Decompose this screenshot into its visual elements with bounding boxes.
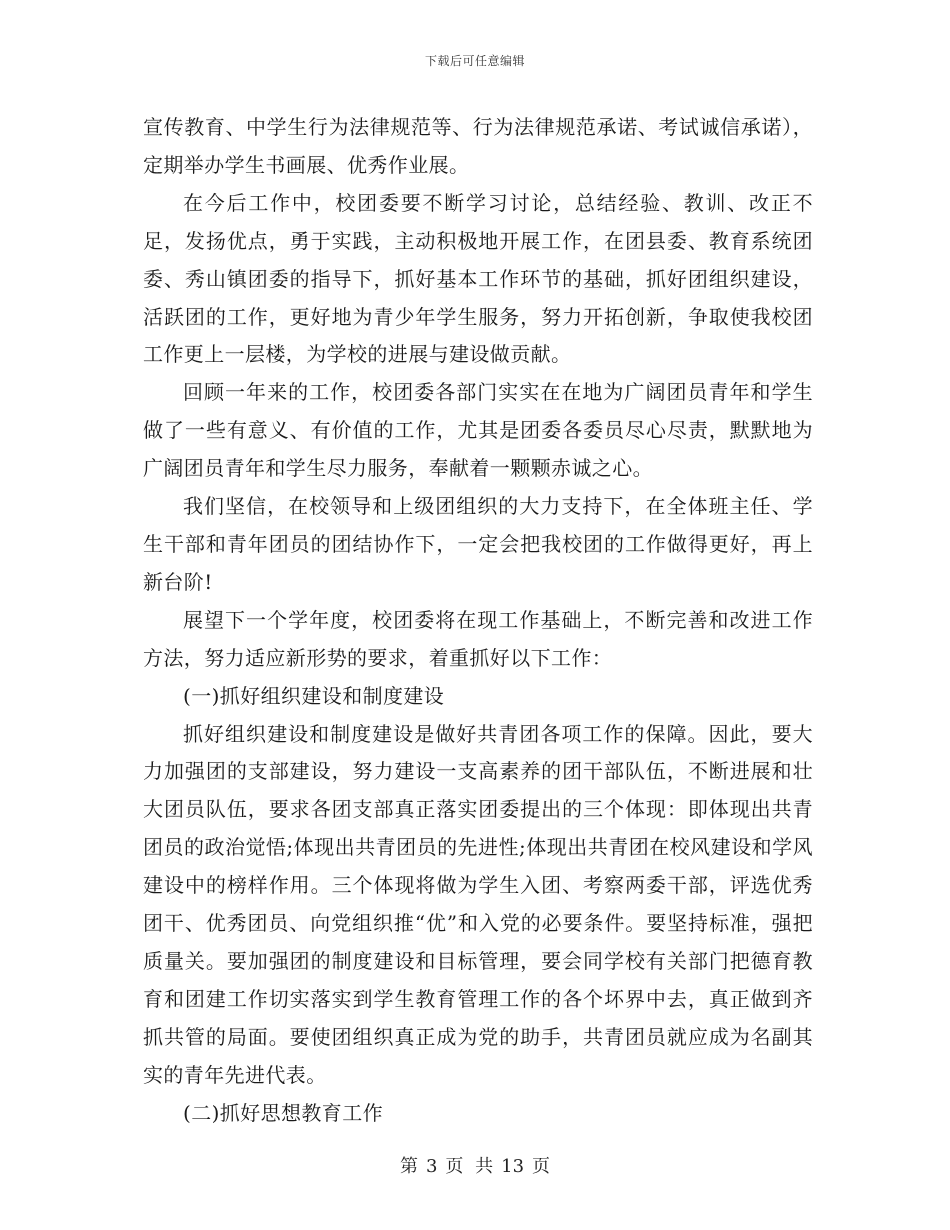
section-heading-2: (二)抓好思想教育工作 xyxy=(183,1100,384,1125)
paragraph-review: 回顾一年来的工作，校团委各部门实实在在地为广阔团员青年和学生做了一些有意义、有价值的工作，尤其是团委各委员尽心尽责，默默地为广阔团员青年和学生尽力服务，奉献着一颗颗赤诚之心。 xyxy=(143,380,813,481)
paragraph-future-work: 在今后工作中，校团委要不断学习讨论，总结经验、教训、改正不足，发扬优点，勇于实践，主动积极地开展工作，在团县委、教育系统团委、秀山镇团委的指导下，抓好基本工作环节的基础，抓好团组织建设，活跃团的工作，更好地为青少年学生服务，努力开拓创新，争取使我校团工作更上一层楼，为学校的进展与建设做贡献。 xyxy=(143,190,813,367)
paragraph-belief: 我们坚信，在校领导和上级团组织的大力支持下，在全体班主任、学生干部和青年团员的团结协作下，一定会把我校团的工作做得更好，再上新台阶! xyxy=(143,494,813,594)
footer-suffix: 页 xyxy=(532,1156,551,1177)
page-header: 下载后可任意编辑 xyxy=(424,54,525,68)
footer-prefix: 第 xyxy=(399,1156,418,1177)
paragraph-organization: 抓好组织建设和制度建设是做好共青团各项工作的保障。因此，要大力加强团的支部建设，努力建设一支高素养的团干部队伍，不断进展和壮大团员队伍，要求各团支部真正落实团委提出的三个体现：即体现出共青团员的政治觉悟;体现出共青团员的先进性;体现出共青团在校风建设和学风建设中的榜样作用。三个体现将做为学生入团、考察两委干部，评选优秀团干、优秀团员、向党组织推“优”和入党的必要条件。要坚持标准，强把质量关。要加强团的制度建设和目标管理，要会同学校有关部门把德育教育和团建工作切实落实到学生教育管理工作的各个坏界中去，真正做到齐抓共管的局面。要使团组织真正成为党的助手，共青团员就应成为名副其实的青年先进代表。 xyxy=(143,721,813,1087)
document-body xyxy=(143,109,813,1132)
footer-middle: 页 共 xyxy=(445,1156,494,1177)
footer-page-number: 3 xyxy=(425,1156,438,1177)
page-footer xyxy=(0,1152,950,1178)
footer-total-pages: 13 xyxy=(501,1156,525,1177)
section-heading-1: (一)抓好组织建设和制度建设 xyxy=(183,683,445,708)
paragraph-continuation: 宣传教育、中学生行为法律规范等、行为法律规范承诺、考试诚信承诺），定期举办学生书画展、优秀作业展。 xyxy=(143,115,813,177)
paragraph-outlook: 展望下一个学年度，校团委将在现工作基础上，不断完善和改进工作方法，努力适应新形势的要求，着重抓好以下工作： xyxy=(143,607,813,670)
